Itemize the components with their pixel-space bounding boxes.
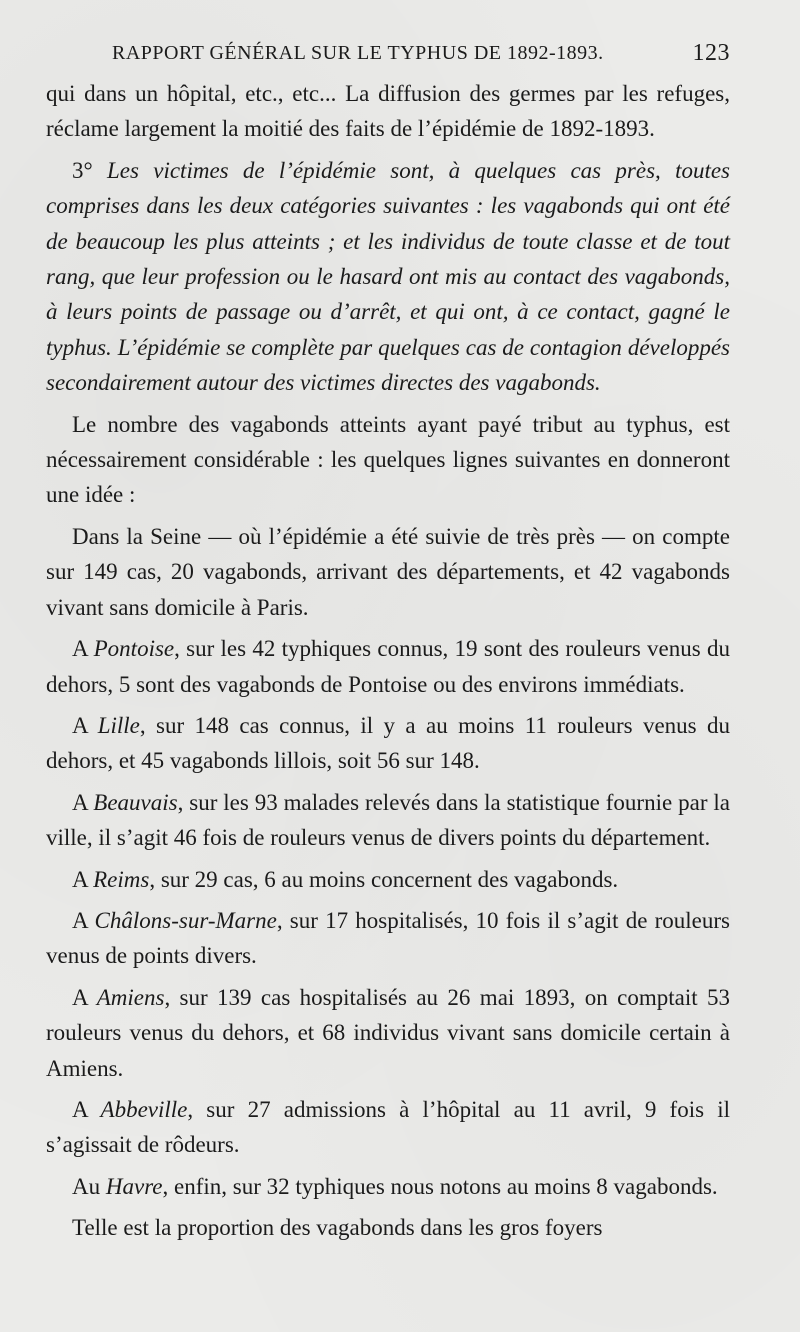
body-text xyxy=(46,76,730,1246)
paragraph xyxy=(46,407,730,513)
paragraph xyxy=(46,519,730,625)
text-segment: Dans la Seine — où l’épidémie a été suivie de très près — on compte sur 149 cas, 20 vagabonds, arrivant des départements, et 42 vagabonds vivant sans domicile à Paris. xyxy=(46,523,730,620)
text-segment: , sur 17 hospitalisés, 10 fois il s’agit de rouleurs venus de points divers. xyxy=(46,907,730,969)
text-segment: , sur 148 cas connus, il y a au moins 11 rouleurs venus du dehors, et 45 vagabonds lillois, soit 56 sur 148. xyxy=(46,712,730,774)
paragraph xyxy=(46,1092,730,1163)
italic-text: Lille xyxy=(97,712,140,738)
text-segment: A xyxy=(72,907,95,933)
paragraph xyxy=(46,76,730,147)
text-segment: A xyxy=(72,636,94,662)
italic-text: Reims xyxy=(93,866,150,892)
text-segment: , sur 27 admissions à l’hôpital au 11 avril, 9 fois il s’agissait de rôdeurs. xyxy=(46,1096,730,1158)
page-number: 123 xyxy=(692,40,730,66)
text-segment: A xyxy=(72,984,97,1010)
text-segment: , enfin, sur 32 typhiques nous notons au moins 8 vagabonds. xyxy=(162,1173,718,1199)
italic-text: Châlons-sur-Marne xyxy=(94,907,277,933)
text-segment: Le nombre des vagabonds atteints ayant payé tribut au typhus, est nécessairement considérable : les quelques lignes suivantes en donneront une idée : xyxy=(46,411,730,508)
header-title: RAPPORT GÉNÉRAL SUR LE TYPHUS DE 1892-1893. xyxy=(112,42,604,64)
italic-text: Les victimes de l’épidémie sont, à quelques cas près, toutes comprises dans les deux catégories suivantes : les vagabonds qui ont été de beaucoup les plus atteints ; et les individus de toute classe et de tout rang, que leur profession ou le hasard ont mis au contact des vagabonds, à leurs points de passage ou d’arrêt, et qui ont, à ce contact, gagné le typhus. L’épidémie se complète par quelques cas de contagion développés secondairement autour des victimes directes des vagabonds. xyxy=(46,157,731,396)
italic-text: Amiens xyxy=(96,984,165,1010)
italic-text: Havre xyxy=(105,1173,163,1199)
text-segment: A xyxy=(72,1096,101,1122)
italic-text: Beauvais xyxy=(93,789,178,815)
text-segment: qui dans un hôpital, etc., etc... La diffusion des germes par les refuges, réclame largement la moitié des faits de l’épidémie de 1892-1893. xyxy=(46,81,730,142)
paragraph xyxy=(46,980,730,1086)
italic-text: Pontoise xyxy=(93,636,175,662)
paragraph xyxy=(46,153,730,401)
paragraph xyxy=(46,785,730,856)
running-header xyxy=(46,38,730,72)
paragraph xyxy=(46,631,730,702)
italic-text: Abbeville xyxy=(100,1096,188,1122)
paragraph xyxy=(46,1169,730,1204)
text-segment: , sur 29 cas, 6 au moins concernent des vagabonds. xyxy=(149,866,619,892)
text-segment: , sur 139 cas hospitalisés au 26 mai 1893, on comptait 53 rouleurs venus du dehors, et 68 individus vivant sans domicile certain à Amiens. xyxy=(46,984,731,1081)
text-segment: , sur les 42 typhiques connus, 19 sont des rouleurs venus du dehors, 5 sont des vagabonds de Pontoise ou des environs immédiats. xyxy=(46,636,730,697)
paragraph xyxy=(46,903,730,974)
text-segment: A xyxy=(72,712,98,738)
paragraph xyxy=(46,708,730,779)
text-segment: , sur les 93 malades relevés dans la statistique fournie par la ville, il s’agit 46 fois de rouleurs venus de divers points du département. xyxy=(46,789,730,851)
text-segment: 3° xyxy=(72,157,107,183)
text-segment: Telle est la proportion des vagabonds dans les gros foyers xyxy=(72,1215,603,1241)
text-segment: Au xyxy=(72,1173,106,1199)
text-segment: A xyxy=(72,866,94,892)
paragraph xyxy=(46,862,730,897)
text-segment: A xyxy=(72,789,94,815)
paragraph xyxy=(46,1210,730,1245)
